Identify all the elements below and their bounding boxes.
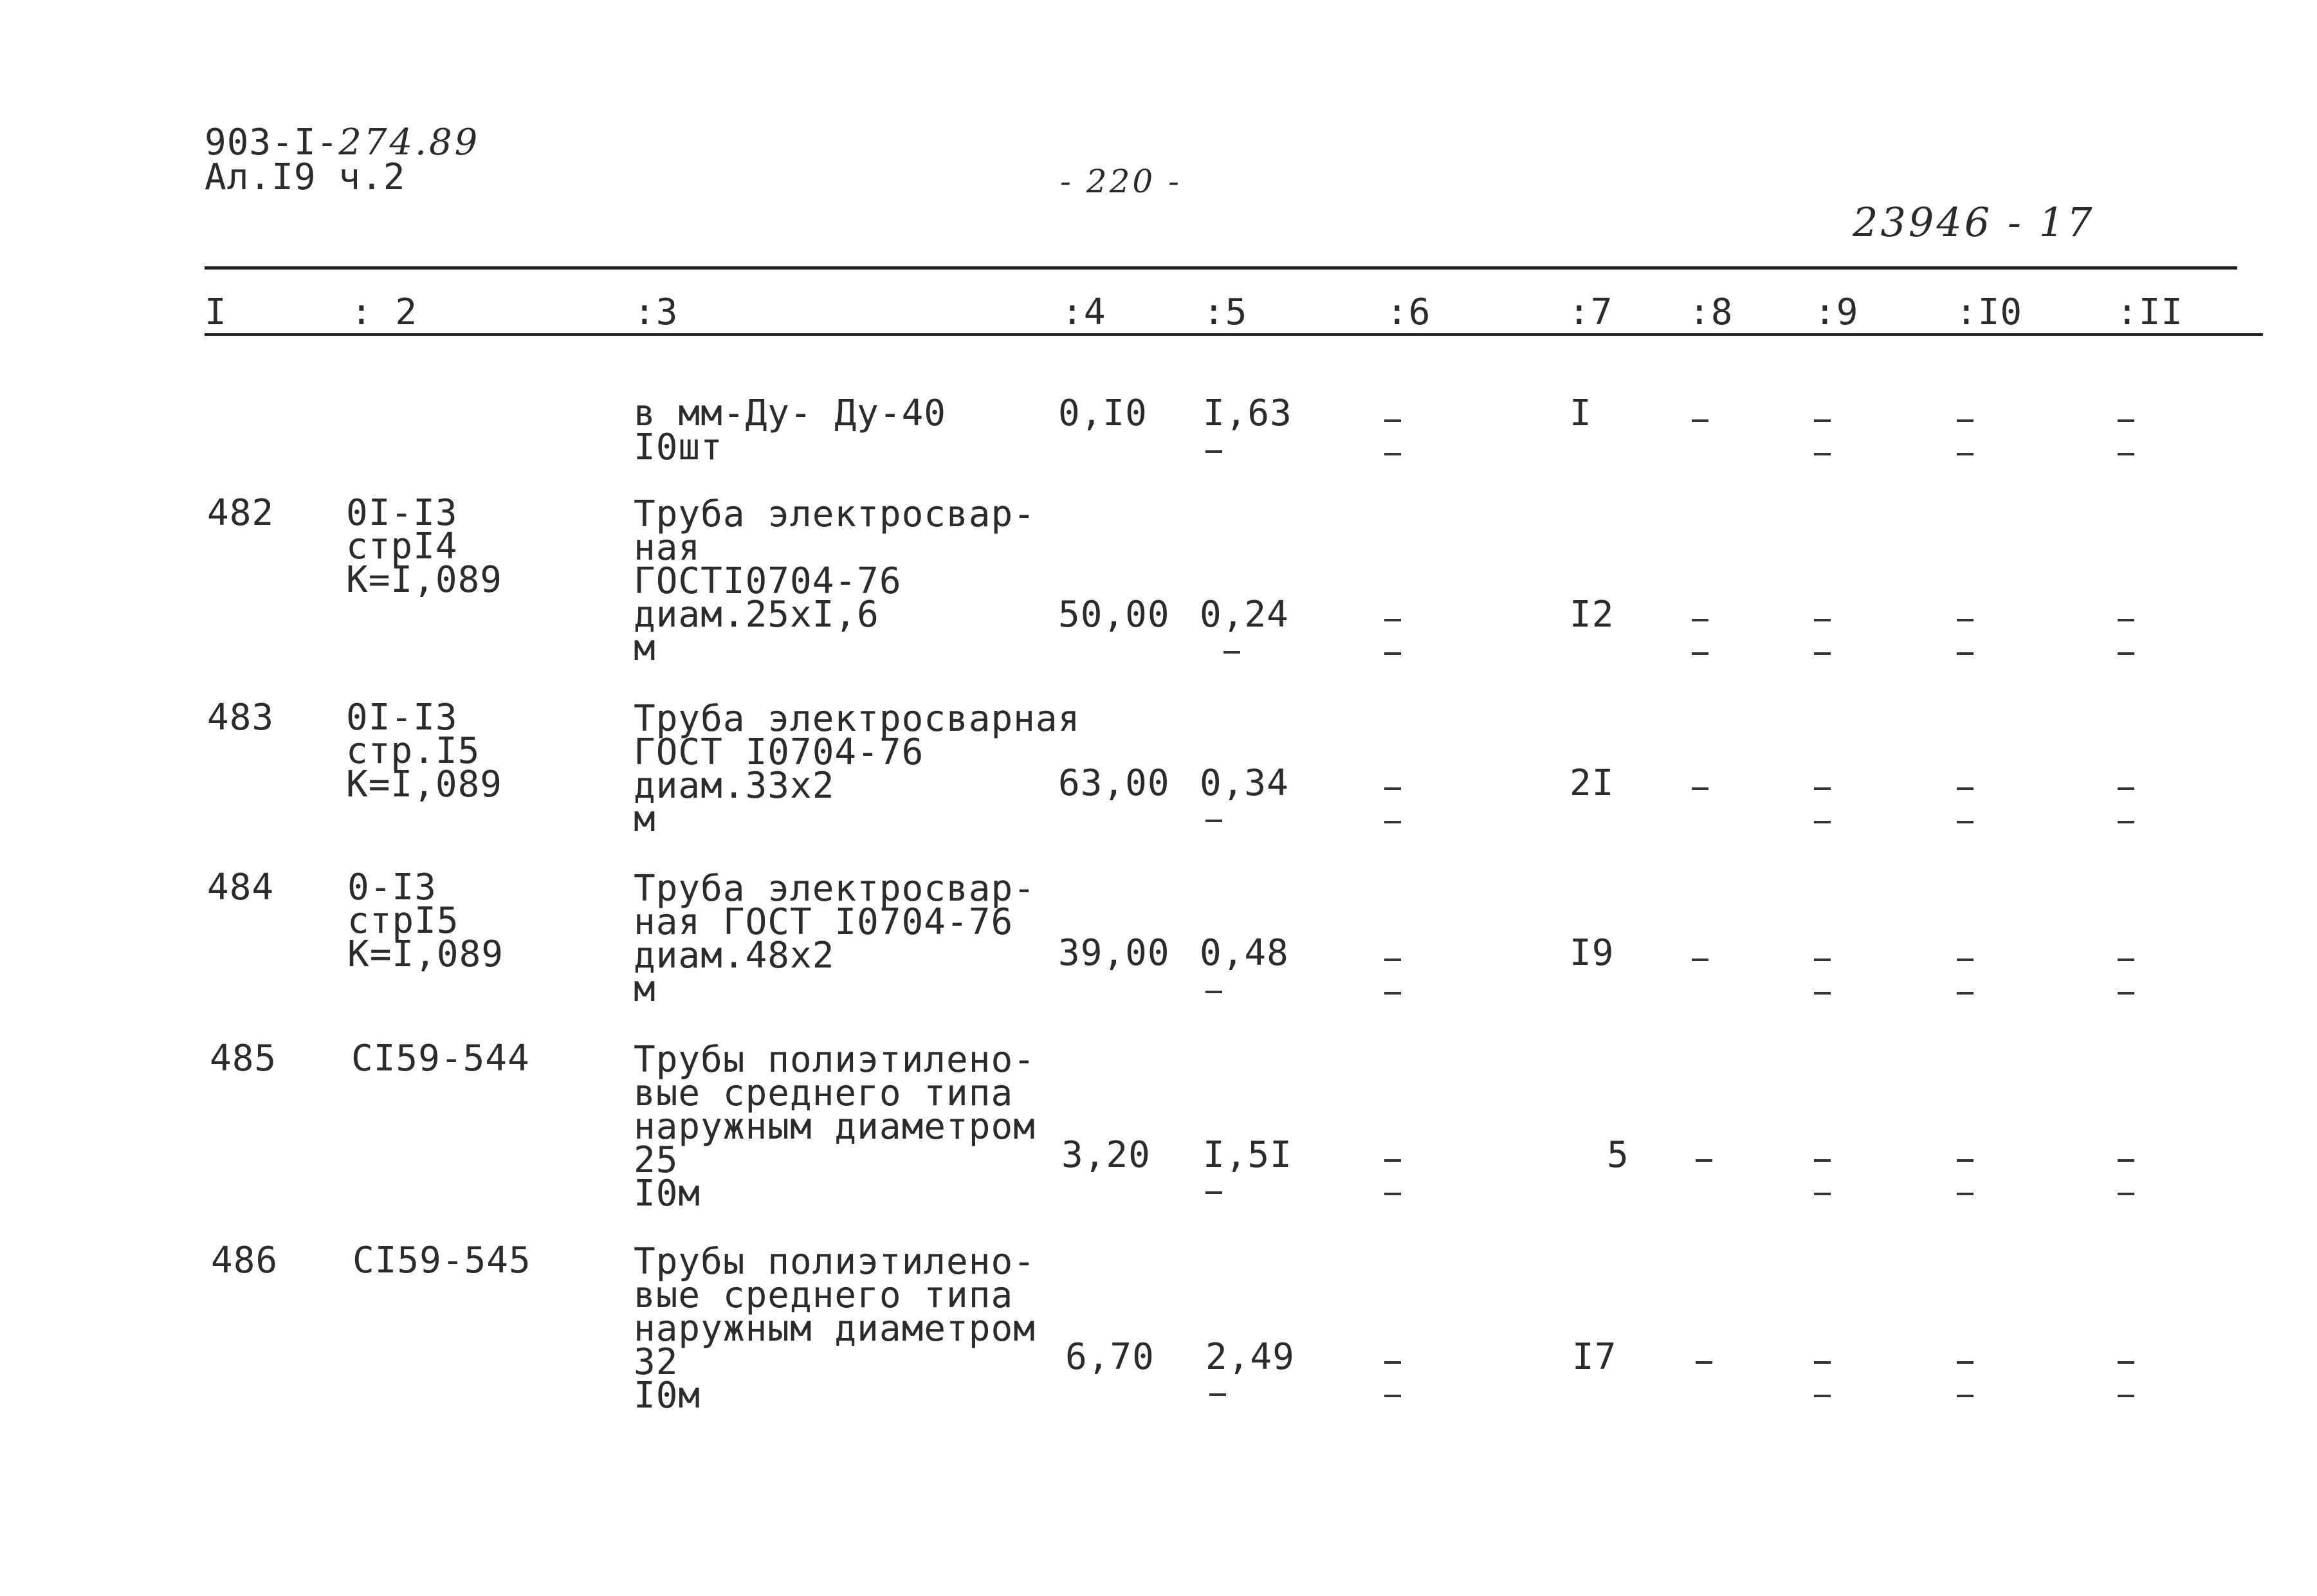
row-number: 484 [207,867,275,908]
row-description-line: Труба электросвар- [634,868,1036,910]
row-code-line: стрI4 [346,526,458,567]
dash-mark [1957,1361,1974,1364]
row-description-line: вые среднего типа [634,1072,1014,1114]
dash-mark [2118,787,2134,790]
dash-mark [1814,453,1831,455]
dash-mark [1223,651,1240,654]
dash-mark [1384,992,1401,995]
table-header-rule [205,333,2263,336]
dash-mark [1814,1361,1831,1364]
row-code-line: СI59-544 [351,1038,530,1079]
row-description-line: 25 [634,1139,679,1181]
dash-mark [2118,959,2134,961]
row-description-line: I0м [634,1173,701,1215]
dash-mark [1384,1395,1401,1397]
dash-mark [1205,450,1222,453]
dash-mark [1209,1393,1226,1396]
dash-mark [1957,959,1974,961]
column-header-6: :6 [1386,291,1431,333]
dash-mark [1957,992,1974,995]
row-description-line: ГОСТ I0704-76 [634,731,924,773]
row-code-line: 0I-I3 [346,697,458,738]
row-value-col5: I,5I [1203,1134,1292,1176]
dash-mark [2118,821,2134,823]
row-description-line: наружным диаметром [634,1308,1036,1350]
dash-mark [2118,419,2134,422]
dash-mark [2118,652,2134,655]
dash-mark [1814,1395,1831,1397]
dash-mark [1957,787,1974,790]
row-value-col4: 63,00 [1058,762,1170,804]
row-code-line: стр.I5 [346,730,481,772]
document-code-prefix: 903-I- [205,122,339,163]
dash-mark [1814,959,1831,961]
row-description-line: м [634,798,656,840]
row-description-line: диам.25хI,6 [634,594,879,636]
row-value-col7: I2 [1570,594,1615,636]
dash-mark [1814,821,1831,823]
column-header-4: :4 [1061,291,1106,333]
row-value-col4: 0,I0 [1058,392,1148,434]
row-description-line: диам.48х2 [634,935,835,977]
row-value-col5: I,63 [1203,392,1292,434]
row-description-line: м [634,627,656,669]
row-value-col4: 3,20 [1061,1134,1151,1176]
dash-mark [1957,619,1974,621]
dash-mark [1205,820,1222,822]
dash-mark [2118,1193,2134,1195]
row-value-col4: 50,00 [1058,594,1170,636]
row-description-line: 32 [634,1341,679,1383]
album-part: Ал.I9 ч.2 [205,156,406,198]
row-value-col7: 2I [1570,762,1615,804]
document-code [205,122,481,163]
dash-mark [2118,1159,2134,1162]
dash-mark [1384,652,1401,655]
table-top-rule [205,266,2237,270]
row-value-col7: I7 [1572,1336,1617,1378]
row-code-line: 0I-I3 [346,492,458,534]
dash-mark [1692,652,1708,655]
row-value-col5: 0,34 [1200,762,1289,804]
column-header-7: :7 [1568,291,1613,333]
dash-mark [1957,1193,1974,1195]
dash-mark [2118,1361,2134,1364]
column-header-5: :5 [1203,291,1248,333]
column-header-10: :I0 [1955,291,2023,333]
dash-mark [2118,619,2134,621]
dash-mark [1384,453,1401,455]
dash-mark [1384,1159,1401,1162]
row-code-line: 0-I3 [347,867,437,908]
row-description-line: ная [634,527,701,569]
dash-mark [1957,1395,1974,1397]
row-number: 482 [207,492,275,534]
dash-mark [1692,619,1708,621]
row-description-line: I0м [634,1375,701,1417]
dash-mark [1692,419,1708,422]
dash-mark [1384,959,1401,961]
row-description-line: I0шт [634,427,723,468]
dash-mark [1814,619,1831,621]
column-header-8: :8 [1689,291,1734,333]
column-header-2: : 2 [351,291,418,333]
row-description-line: Трубы полиэтилено- [634,1241,1036,1283]
row-value-col5: 0,48 [1200,932,1289,974]
dash-mark [1814,992,1831,995]
row-value-col7: I9 [1570,932,1615,974]
dash-mark [1384,419,1401,422]
row-value-col4: 39,00 [1058,932,1170,974]
row-description-line: м [634,968,656,1010]
row-value-col4: 6,70 [1065,1336,1155,1378]
dash-mark [1814,1159,1831,1162]
row-value-col5: 0,24 [1200,594,1289,636]
row-number: 486 [211,1240,279,1281]
row-description-line: Труба электросвар- [634,493,1036,535]
row-value-col7: I [1570,392,1592,434]
dash-mark [1384,1193,1401,1195]
column-header-1: I [205,291,227,333]
dash-mark [1814,787,1831,790]
dash-mark [1384,787,1401,790]
column-header-9: :9 [1814,291,1859,333]
row-value-col5: 2,49 [1205,1336,1295,1378]
dash-mark [1814,419,1831,422]
dash-mark [1384,619,1401,621]
row-number: 483 [207,697,275,738]
row-code-line: стрI5 [347,900,459,942]
row-description-line: вые среднего типа [634,1274,1014,1316]
dash-mark [1814,652,1831,655]
row-description-line: Труба электросварная [634,698,1081,740]
row-description-line: диам.33х2 [634,765,835,807]
row-description-line: в мм-Ду- Ду-40 [634,392,947,434]
dash-mark [1205,991,1222,993]
dash-mark [2118,1395,2134,1397]
row-code-line: СI59-545 [353,1240,531,1281]
dash-mark [1957,419,1974,422]
row-value-col7: 5 [1607,1134,1629,1176]
dash-mark [1957,821,1974,823]
row-description-line: ная ГОСТ I0704-76 [634,901,1014,943]
column-header-11: :II [2116,291,2184,333]
row-description-line: Трубы полиэтилено- [634,1039,1036,1081]
dash-mark [1384,1361,1401,1364]
dash-mark [2118,992,2134,995]
page-number: - 220 - [1060,163,1182,200]
dash-mark [1205,1191,1222,1194]
row-code-line: К=I,089 [346,559,503,601]
dash-mark [1384,821,1401,823]
stamp-number: 23946 - 17 [1853,199,2095,246]
row-code-line: К=I,089 [346,764,503,805]
dash-mark [2118,453,2134,455]
row-number: 485 [210,1038,277,1079]
dash-mark [1957,652,1974,655]
dash-mark [1696,1361,1712,1364]
dash-mark [1957,1159,1974,1162]
dash-mark [1692,959,1708,961]
dash-mark [1957,453,1974,455]
row-code-line: К=I,089 [347,933,504,975]
dash-mark [1692,787,1708,790]
row-description-line: ГОСТI0704-76 [634,560,902,602]
row-description-line: наружным диаметром [634,1106,1036,1148]
document-code-handwritten: 274.89 [338,122,481,163]
dash-mark [1814,1193,1831,1195]
dash-mark [1696,1159,1712,1162]
column-header-3: :3 [634,291,679,333]
